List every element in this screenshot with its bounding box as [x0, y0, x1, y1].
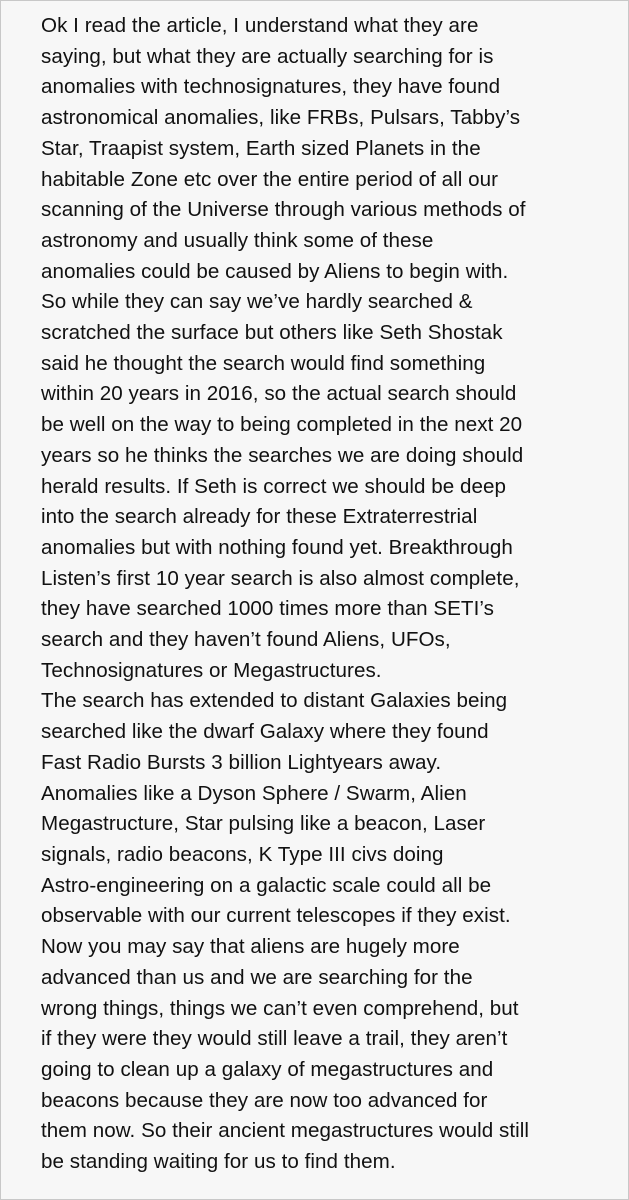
note-line: anomalies but with nothing found yet. Breakthrough: [41, 535, 513, 559]
note-line: scratched the surface but others like Seth Shostak: [41, 321, 503, 345]
note-line: if they were they would still leave a trail, they aren’t: [41, 1027, 508, 1051]
note-line: astronomy and usually think some of these: [41, 228, 434, 252]
note-line: The search has extended to distant Galaxies being: [41, 689, 508, 713]
note-text: [41, 11, 601, 1178]
note-line: Anomalies like a Dyson Sphere / Swarm, Alien: [41, 781, 467, 805]
note-line: be standing waiting for us to find them.: [41, 1150, 396, 1174]
note-line: wrong things, things we can’t even comprehend, but: [41, 996, 519, 1020]
note-line: said he thought the search would find something: [41, 351, 486, 375]
note-line: them now. So their ancient megastructures would still: [41, 1119, 529, 1143]
note-line: anomalies with technosignatures, they have found: [41, 75, 501, 99]
note-line: herald results. If Seth is correct we should be deep: [41, 474, 507, 498]
note-line: they have searched 1000 times more than SETI’s: [41, 597, 494, 621]
note-line: search and they haven’t found Aliens, UFOs,: [41, 628, 451, 652]
note-line: within 20 years in 2016, so the actual search should: [41, 382, 517, 406]
note-line: Fast Radio Bursts 3 billion Lightyears away.: [41, 750, 442, 774]
note-line: into the search already for these Extraterrestrial: [41, 505, 478, 529]
note-line: saying, but what they are actually searching for is: [41, 44, 494, 68]
note-line: Astro-engineering on a galactic scale could all be: [41, 873, 492, 897]
note-line: be well on the way to being completed in the next 20: [41, 413, 523, 437]
note-line: searched like the dwarf Galaxy where they found: [41, 720, 489, 744]
note-line: astronomical anomalies, like FRBs, Pulsars, Tabby’s: [41, 106, 521, 130]
note-line: Megastructure, Star pulsing like a beacon, Laser: [41, 812, 486, 836]
note-line: observable with our current telescopes if they exist.: [41, 904, 511, 928]
note-line: So while they can say we’ve hardly searched &: [41, 290, 473, 314]
note-line: signals, radio beacons, K Type III civs doing: [41, 842, 444, 866]
note-line: years so he thinks the searches we are doing should: [41, 443, 524, 467]
note-line: anomalies could be caused by Aliens to begin with.: [41, 259, 509, 283]
note-line: Technosignatures or Megastructures.: [41, 658, 382, 682]
note-line: Star, Traapist system, Earth sized Planets in the: [41, 136, 481, 160]
note-line: scanning of the Universe through various methods of: [41, 198, 526, 222]
note-line: habitable Zone etc over the entire period of all our: [41, 167, 499, 191]
note-line: Ok I read the article, I understand what they are: [41, 14, 479, 37]
note-line: advanced than us and we are searching for the: [41, 965, 473, 989]
note-line: Now you may say that aliens are hugely more: [41, 935, 460, 959]
note-line: Listen’s first 10 year search is also almost complete,: [41, 566, 520, 590]
note-line: beacons because they are now too advanced for: [41, 1088, 488, 1112]
note-line: going to clean up a galaxy of megastructures and: [41, 1057, 494, 1081]
